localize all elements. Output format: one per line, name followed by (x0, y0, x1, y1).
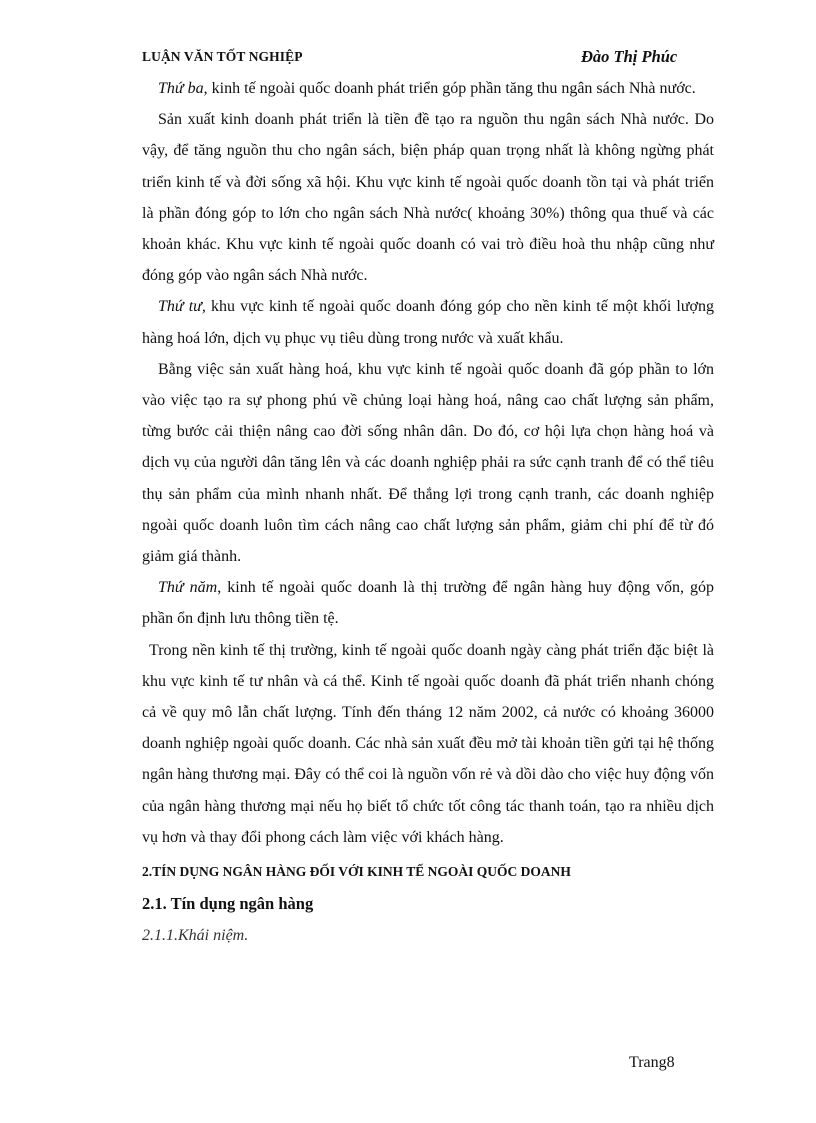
section-heading: 2.TÍN DỤNG NGÂN HÀNG ĐỐI VỚI KINH TẾ NGOÀI QUỐC DOANH (142, 864, 571, 880)
paragraph-text: khu vực kinh tế ngoài quốc doanh đóng góp cho nền kinh tế một khối lượng hàng hoá lớn, dịch vụ phục vụ tiêu dùng trong nước và xuất khẩu. (142, 298, 715, 347)
paragraph-lead: Thứ tư, (158, 298, 206, 316)
page-body (142, 73, 714, 951)
paragraph-lead: Thứ ba (158, 80, 204, 97)
paragraph-lead: Thứ năm (158, 579, 218, 597)
paragraph-text: Trong nền kinh tế thị trường, kinh tế ngoài quốc doanh ngày càng phát triển đặc biệt là khu vực kinh tế tư nhân và cá thể. Kinh tế ngoài quốc doanh đã phát triển nhanh chóng cả về quy mô lẫn chất lượng. Tính đến tháng 12 năm 2002, cả nước có khoảng 36000 doanh nghiệp ngoài quốc doanh. Các nhà sản xuất đều mở tài khoản tiền gửi tại hệ thống ngân hàng thương mại. Đây có thể coi là nguồn vốn rẻ và dồi dào cho việc huy động vốn của ngân hàng thương mại nếu họ biết tổ chức tốt công tác thanh toán, tạo ra nhiều dịch vụ hơn và thay đổi phong cách làm việc với khách hàng. (142, 641, 714, 846)
subsubsection-heading: 2.1.1.Khái niệm. (142, 927, 249, 945)
paragraph-thu-ba (142, 73, 714, 104)
paragraph-thi-truong (142, 635, 714, 853)
paragraph-thu-nam (142, 572, 714, 634)
paragraph-ngan-sach (142, 104, 714, 291)
paragraph-text: Sản xuất kinh doanh phát triển là tiền đề tạo ra nguồn thu ngân sách Nhà nước. Do vậy, để tăng nguồn thu cho ngân sách, biện pháp quan trọng nhất là không ngừng phát triển kinh tế và đời sống xã hội. Khu vực kinh tế ngoài quốc doanh tồn tại và phát triển là phần đóng góp to lớn cho ngân sách Nhà nước( khoảng 30%) thông qua thuế và các khoản khác. Khu vực kinh tế ngoài quốc doanh có vai trò điều hoà thu nhập cũng như đóng góp vào ngân sách Nhà nước. (142, 111, 714, 285)
thesis-label: LUẬN VĂN TỐT NGHIỆP (142, 49, 303, 64)
paragraph-text: Bằng việc sản xuất hàng hoá, khu vực kinh tế ngoài quốc doanh đã góp phần to lớn vào việc tạo ra sự phong phú về chủng loại hàng hoá, nâng cao chất lượng sản phẩm, từng bước cải thiện nâng cao đời sống nhân dân. Do đó, cơ hội lựa chọn hàng hoá và dịch vụ của người dân tăng lên và các doanh nghiệp phải ra sức cạnh tranh để có thể tiêu thụ sản phẩm của mình nhanh nhất. Để thắng lợi trong cạnh tranh, các doanh nghiệp ngoài quốc doanh luôn tìm cách nâng cao chất lượng sản phẩm, giảm chi phí để từ đó giảm giá thành. (142, 360, 714, 566)
subsection-heading: 2.1. Tín dụng ngân hàng (142, 894, 314, 914)
paragraph-hang-hoa (142, 354, 714, 572)
paragraph-thu-tu (142, 291, 714, 353)
paragraph-text: , kinh tế ngoài quốc doanh là thị trường để ngân hàng huy động vốn, góp phần ổn định lưu thông tiền tệ. (142, 579, 715, 628)
page-number: Trang8 (629, 1054, 675, 1071)
paragraph-text: , kinh tế ngoài quốc doanh phát triển góp phần tăng thu ngân sách Nhà nước. (203, 80, 696, 97)
author-name: Đào Thị Phúc (581, 47, 678, 66)
page-header (142, 49, 684, 69)
